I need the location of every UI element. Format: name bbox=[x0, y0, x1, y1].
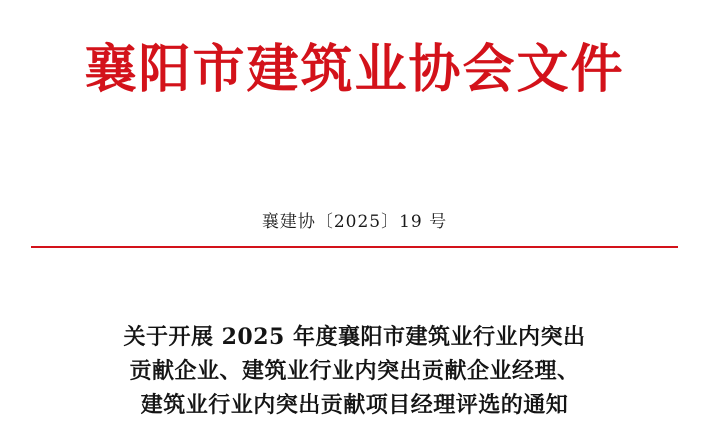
document-title-line-2: 贡献企业、建筑业行业内突出贡献企业经理、 bbox=[129, 358, 580, 385]
document-title-line-1: 关于开展 2025 年度襄阳市建筑业行业内突出 bbox=[123, 324, 586, 350]
document-number: 襄建协〔2025〕19 号 bbox=[261, 212, 448, 232]
masthead-title: 襄阳市建筑业协会文件 bbox=[84, 39, 625, 100]
red-separator-rule bbox=[31, 246, 678, 248]
document-title-line-3: 建筑业行业内突出贡献项目经理评选的通知 bbox=[140, 392, 569, 419]
masthead bbox=[0, 40, 709, 100]
document-title bbox=[60, 320, 649, 422]
